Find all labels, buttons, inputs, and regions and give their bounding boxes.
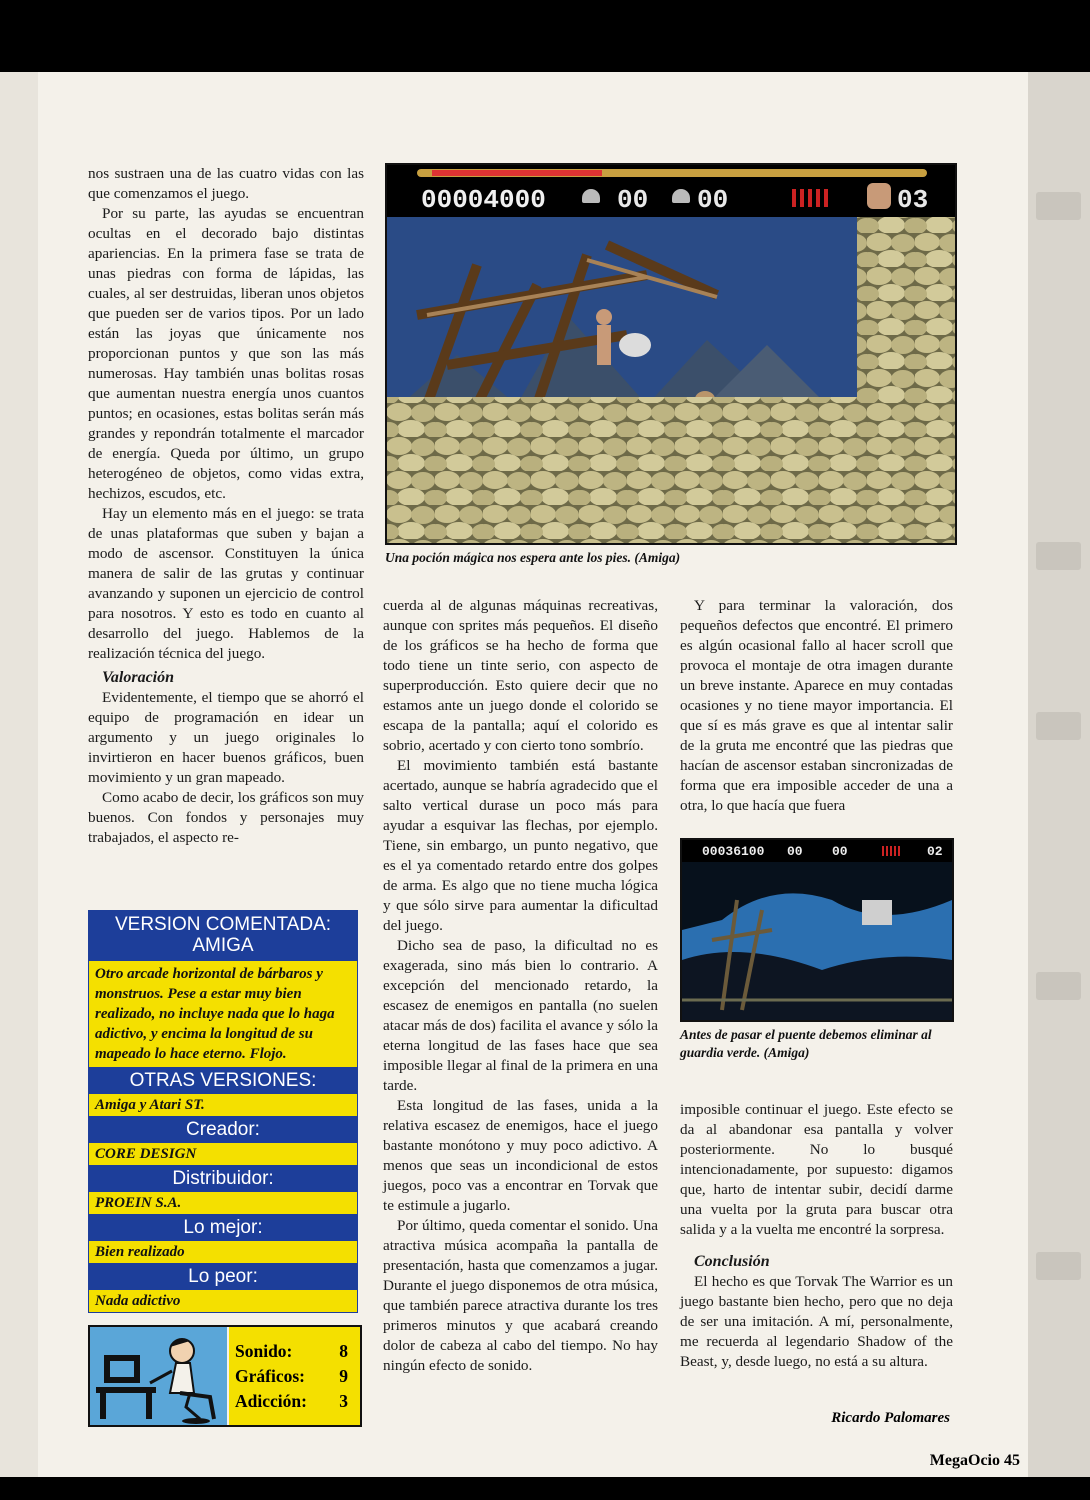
paragraph: Y para terminar la valoración, dos pequeños defectos que encontré. El primero es algún ocasional fallo al hacer scroll que provoca el montaje de otra imagen durante un breve instante. Aparece en muy contadas ocasiones y no tiene mayor importancia. El que sí es más grave es que al intentar salir de la gruta me encontré que las piedras que hacían de ascensor estaban sincronizadas de forma que era imposible acceder de una a otra, lo que hacía que fuera (680, 597, 953, 814)
game-scene-image (682, 840, 952, 1020)
lives-readout: 02 (927, 844, 943, 859)
game-screenshot-2 (680, 838, 954, 1022)
magazine-name: MegaOcio (929, 1452, 1000, 1469)
lives-readout: 03 (897, 185, 929, 215)
paragraph: Esta longitud de las fases, unida a la relativa escasez de enemigos, hace el juego bastante monótono y muy poco adictivo. A menos que seas un incondicional de estos juegos, poco vas a encontrar en Torvak que te estimule a jugarlo. (383, 1097, 658, 1214)
game-screenshot-1 (385, 163, 957, 545)
counter-a: 00 (617, 185, 649, 215)
screenshot-caption-2: Antes de pasar el puente debemos eliminar al guardia verde. (Amiga) (680, 1027, 932, 1060)
lo-peor-title: Lo peor: (88, 1264, 358, 1289)
game-hud (387, 165, 955, 217)
author-signature: Ricardo Palomares (831, 1410, 950, 1426)
lo-mejor-value: Bien realizado (88, 1240, 358, 1264)
otras-versiones-value: Amiga y Atari ST. (88, 1093, 358, 1117)
paragraph: nos sustraen una de las cuatro vidas con las que comenzamos el juego. (88, 165, 364, 202)
paragraph: Como acabo de decir, los gráficos son muy buenos. Con fondos y personajes muy trabajados, el aspecto re- (88, 789, 364, 846)
rating-value-graphics: 9 (339, 1366, 348, 1386)
paragraph: imposible continuar el juego. Este efecto se da al abandonar esa pantalla y volver posteriormente. No lo busqué intencionadamente, por supuesto: digamos que, harto de intentar subir, decidí darme una vuelta por la gruta para buscar otra salida y a la vuelta me encontré la sorpresa. (680, 1101, 953, 1238)
counter-b: 00 (697, 185, 729, 215)
version-title: VERSION COMENTADA: AMIGA (88, 910, 358, 960)
article-column-2 (383, 596, 658, 1376)
otras-versiones-title: OTRAS VERSIONES: (88, 1068, 358, 1093)
lo-peor-value: Nada adictivo (88, 1289, 358, 1313)
ratings-panel (88, 1325, 362, 1427)
paragraph: El movimiento también está bastante acertado, aunque se habría agradecido que el salto vertical durase un poco más para ayudar a esquivar las flechas, por ejemplo. Tiene, sin embargo, un punto negativo, que es el ya comentado retardo entre dos golpes de arma. Es algo que no tiene mucha lógica y que sólo sirve para aumentar la dificultad del juego. (383, 757, 658, 934)
rating-value-sound: 8 (339, 1341, 348, 1361)
screenshot-caption-1: Una poción mágica nos espera ante los pies. (Amiga) (385, 550, 681, 565)
counter-b: 00 (832, 844, 848, 859)
paragraph: cuerda al de algunas máquinas recreativas, aunque con sprites más pequeños. El diseño de los gráficos se ha hecho de forma que todo tiene un tinte serio, con aspecto de superproducción. Esto quiere decir que no estamos ante un juego donde el colorido se escapa de la pantalla; aquí el colorido es sobrio, acertado y con cierto tono sombrío. (383, 597, 658, 754)
energy-bars (882, 846, 900, 856)
previous-page-edge (0, 72, 38, 1477)
rating-value-addiction: 3 (339, 1391, 348, 1411)
distribuidor-value: PROEIN S.A. (88, 1191, 358, 1215)
counter-a: 00 (787, 844, 803, 859)
gamer-at-computer-illustration (90, 1327, 227, 1425)
game-hud (682, 840, 952, 862)
review-summary: Otro arcade horizontal de bárbaros y monstruos. Pese a estar muy bien realizado, no incluye nada que lo haga adictivo, y encima la longitud de su mapeado lo hace eterno. Flojo. (88, 960, 358, 1068)
energy-bars (792, 189, 832, 207)
next-page-edge (1028, 72, 1090, 1477)
lo-mejor-title: Lo mejor: (88, 1215, 358, 1240)
review-info-box (88, 910, 358, 1313)
ratings-table (229, 1327, 360, 1425)
warrior-face-icon (867, 183, 891, 209)
game-scene-image (387, 165, 955, 543)
rating-label-sound: Sonido: (235, 1341, 293, 1361)
bomb-icon (672, 189, 690, 203)
rating-label-addiction: Adicción: (235, 1391, 307, 1411)
score-readout: 00036100 (702, 844, 765, 859)
creador-value: CORE DESIGN (88, 1142, 358, 1166)
score-readout: 00004000 (421, 185, 546, 215)
rating-label-graphics: Gráficos: (235, 1366, 305, 1386)
section-heading: Conclusión (694, 1253, 770, 1270)
paragraph: El hecho es que Torvak The Warrior es un juego bastante bien hecho, pero que no deja de ser una imitación. A mí, personalmente, me recuerda al legendario Shadow of the Beast, y, desde luego, no está a su altura. (680, 1273, 953, 1370)
section-heading: Valoración (102, 669, 175, 686)
creador-title: Creador: (88, 1117, 358, 1142)
computer-user-icon (90, 1327, 227, 1425)
page-footer (880, 1452, 1020, 1470)
article-column-3-top (680, 596, 953, 816)
page-number: 45 (1004, 1452, 1020, 1469)
paragraph: Por su parte, las ayudas se encuentran ocultas en el decorado bajo distintas apariencias. En la primera fase se trata de unas piedras con forma de lápidas, las cuales, al ser destruidas, liberan unos objetos que pueden ser de varios tipos. Por un lado están las joyas que únicamente nos proporcionan puntos y que son las más numerosas. Hay también unas bolitas rosas que aumentan nuestra energía unos cuantos puntos; en ocasiones, estas bolitas serán más grandes y repondrán totalmente el marcador de energía. Queda por último, un grupo heterogéneo de objetos, como vidas extra, hechizos, escudos, etc. (88, 205, 364, 502)
paragraph: Hay un elemento más en el juego: se trata de unas plataformas que suben y bajan a modo de ascensor. Constituyen la única manera de salir de las grutas y continuar avanzando y suponen un ejercicio de control para nosotros. Y esto es todo en cuanto al desarrollo del juego. Hablemos de la realización técnica del juego. (88, 505, 364, 662)
bomb-icon (582, 189, 600, 203)
article-column-1 (88, 164, 364, 848)
paragraph: Evidentemente, el tiempo que se ahorró el equipo de programación en idear un argumento y un juego originales lo invirtieron en hacer buenos gráficos, buen movimiento y un gran mapeado. (88, 689, 364, 786)
paragraph: Por último, queda comentar el sonido. Una atractiva música acompaña la pantalla de presentación, hasta que comenzamos a jugar. Durante el juego disponemos de otra música, que también parece atractiva durante los tres primeros minutos y que acabará creando dolor de cabeza al cabo del tiempo. No hay ningún efecto de sonido. (383, 1217, 658, 1374)
distribuidor-title: Distribuidor: (88, 1166, 358, 1191)
paragraph: Dicho sea de paso, la dificultad no es exagerada, sino más bien lo contrario. A excepción del mencionado retardo, la escasez de enemigos en pantalla (no suelen atacar más de dos) facilita el avance y sólo la eterna longitud de las fases hace que sea imposible llegar al final de la primera en una tarde. (383, 937, 658, 1094)
article-column-3-bottom (680, 1100, 953, 1372)
